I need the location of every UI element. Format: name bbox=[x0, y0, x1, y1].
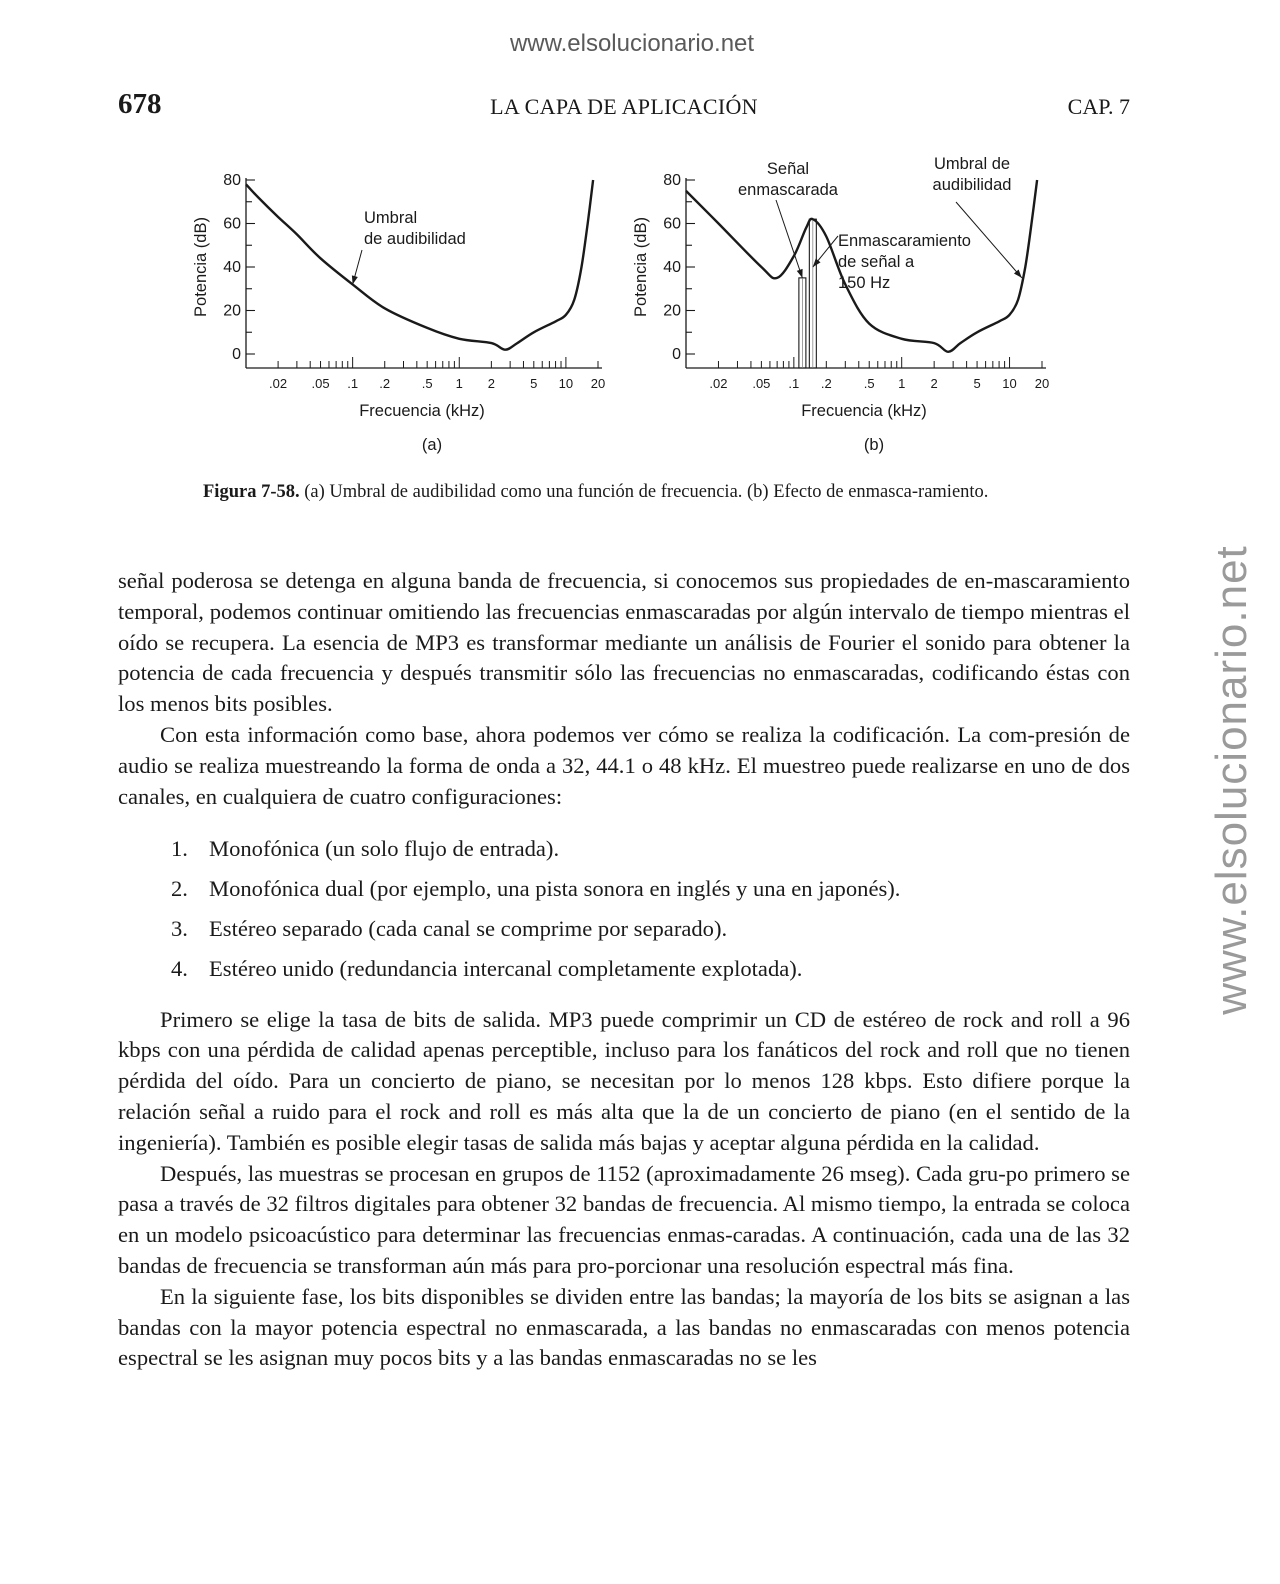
annotation-arrow bbox=[776, 200, 802, 278]
x-tick-label: .2 bbox=[820, 376, 832, 391]
y-tick-label: 60 bbox=[223, 215, 241, 233]
annotation-label: enmascarada bbox=[738, 181, 838, 199]
page-number: 678 bbox=[118, 88, 162, 120]
paragraph: señal poderosa se detenga en alguna banda de frecuencia, si conocemos sus propiedades de en-mascaramiento temporal, podemos continuar omitiendo las frecuencias enmascaradas por algún intervalo de tiempo mientras el oído se recupera. La esencia de MP3 es transformar mediante un análisis de Fourier el sonido para obtener la potencia de cada frecuencia y después transmitir sólo las frecuencias no enmascaradas, codificando éstas con los menos bits posibles. bbox=[118, 568, 1130, 717]
figure-7-58 bbox=[170, 150, 1070, 470]
list-item bbox=[118, 874, 1130, 905]
y-axis-label: Potencia (dB) bbox=[632, 217, 650, 317]
list-text: Estéreo unido (redundancia intercanal completamente explotada). bbox=[209, 955, 803, 981]
running-title: LA CAPA DE APLICACIÓN bbox=[490, 94, 758, 119]
x-tick-label: 20 bbox=[1034, 376, 1050, 391]
page-header bbox=[118, 88, 1130, 124]
list-number: 1. bbox=[171, 836, 188, 862]
x-tick-label: .05 bbox=[752, 376, 771, 391]
x-tick-label: .5 bbox=[863, 376, 875, 391]
x-tick-label: 2 bbox=[930, 376, 938, 391]
paragraph: Con esta información como base, ahora podemos ver cómo se realiza la codificación. La com-presión de audio se realiza muestreando la forma de onda a 32, 44.1 o 48 kHz. El muestreo puede realizarse en uno de dos canales, en cualquiera de cuatro configuraciones: bbox=[118, 721, 1130, 809]
x-axis-label: Frecuencia (kHz) bbox=[801, 402, 927, 420]
panel-label: (a) bbox=[421, 436, 443, 454]
x-tick-label: .5 bbox=[421, 376, 433, 391]
x-axis-label: Frecuencia (kHz) bbox=[359, 402, 485, 420]
y-axis-label: Potencia (dB) bbox=[192, 217, 210, 317]
annotation-label: 150 Hz bbox=[838, 274, 891, 292]
x-tick-label: .02 bbox=[709, 376, 728, 391]
chapter-label: CAP. 7 bbox=[1067, 94, 1130, 119]
arrow-head-icon bbox=[352, 275, 358, 284]
x-tick-label: 1 bbox=[898, 376, 906, 391]
panel-label: (b) bbox=[863, 436, 885, 454]
x-tick-label: .2 bbox=[379, 376, 391, 391]
caption-label: Figura 7-58. bbox=[203, 482, 300, 502]
x-tick-label: 5 bbox=[973, 376, 981, 391]
annotation-label: de señal a bbox=[838, 253, 915, 271]
y-tick-label: 20 bbox=[223, 302, 241, 320]
annotation-label: Umbral de bbox=[933, 155, 1011, 173]
y-tick-label: 80 bbox=[223, 172, 241, 189]
list-number: 4. bbox=[171, 955, 188, 981]
x-tick-label: .1 bbox=[788, 376, 800, 391]
annotation-label: audibilidad bbox=[932, 176, 1012, 194]
y-tick-label: 0 bbox=[672, 346, 681, 363]
paragraph: Primero se elige la tasa de bits de salida. MP3 puede comprimir un CD de estéreo de rock and roll a 96 kbps con una pérdida de calidad apenas perceptible, incluso para los fanáticos del rock and roll que no tienen pérdida del oído. Para un concierto de piano, se necesitan por lo menos 128 kbps. Esto difiere porque la relación señal a ruido para el rock and roll es más alta que la de un concierto de piano (en el sentido de la ingeniería). También es posible elegir tasas de salida más bajas y aceptar alguna pérdida en la calidad. bbox=[118, 1006, 1130, 1155]
caption-text: (a) Umbral de audibilidad como una función de frecuencia. (b) Efecto de enmasca-ramiento. bbox=[304, 482, 989, 502]
y-tick-label: 20 bbox=[663, 302, 681, 320]
y-tick-label: 40 bbox=[663, 259, 681, 276]
y-tick-label: 80 bbox=[663, 172, 681, 189]
annotation-label: de audibilidad bbox=[364, 230, 466, 248]
list-number: 3. bbox=[171, 915, 188, 941]
list-item bbox=[118, 834, 1130, 865]
x-tick-label: 1 bbox=[455, 376, 463, 391]
paragraph: En la siguiente fase, los bits disponibles se dividen entre las bandas; la mayoría de los bits se asignan a las bandas con la mayor potencia espectral no enmascarada, a las bandas no enmascaradas con menos potencia espectral se les asignan muy pocos bits y a las bandas enmascaradas no se les bbox=[118, 1283, 1130, 1371]
list-text: Monofónica (un solo flujo de entrada). bbox=[209, 836, 560, 862]
list-text: Monofónica dual (por ejemplo, una pista sonora en inglés y una en japonés). bbox=[209, 876, 901, 902]
x-tick-label: 5 bbox=[530, 376, 538, 391]
x-tick-label: .05 bbox=[311, 376, 330, 391]
list-text: Estéreo separado (cada canal se comprime por separado). bbox=[209, 915, 728, 941]
figure-caption bbox=[203, 480, 1048, 504]
paragraph: Después, las muestras se procesan en grupos de 1152 (aproximadamente 26 mseg). Cada gru-po primero se pasa a través de 32 filtros digitales para obtener 32 bandas de frecuencia. Al mismo tiempo, la entrada se coloca en un modelo psicoacústico para determinar las frecuencias enmas-caradas. A continuación, cada una de las 32 bandas de frecuencia se transforman aún más para pro-porcionar una resolución espectral más fina. bbox=[118, 1160, 1130, 1278]
x-tick-label: 10 bbox=[1002, 376, 1017, 391]
annotation-label: Umbral bbox=[364, 209, 418, 227]
arrow-head-icon bbox=[797, 269, 803, 278]
list-item bbox=[118, 954, 1130, 985]
watermark-side: www.elsolucionario.net bbox=[1207, 545, 1256, 1015]
y-tick-label: 40 bbox=[223, 259, 241, 276]
configuration-list bbox=[118, 834, 1130, 984]
x-tick-label: .1 bbox=[347, 376, 359, 391]
x-tick-label: 20 bbox=[590, 376, 606, 391]
body-text bbox=[118, 566, 1130, 1374]
x-tick-label: 10 bbox=[558, 376, 574, 391]
annotation-label: Señal bbox=[766, 160, 810, 178]
list-item bbox=[118, 914, 1130, 945]
annotation-label: Enmascaramiento bbox=[838, 232, 971, 250]
x-tick-label: 2 bbox=[487, 376, 495, 391]
watermark-top: www.elsolucionario.net bbox=[509, 30, 755, 57]
y-tick-label: 0 bbox=[232, 346, 241, 363]
x-tick-label: .02 bbox=[269, 376, 288, 391]
y-tick-label: 60 bbox=[663, 215, 681, 233]
threshold-curve bbox=[246, 180, 593, 350]
list-number: 2. bbox=[171, 876, 188, 902]
